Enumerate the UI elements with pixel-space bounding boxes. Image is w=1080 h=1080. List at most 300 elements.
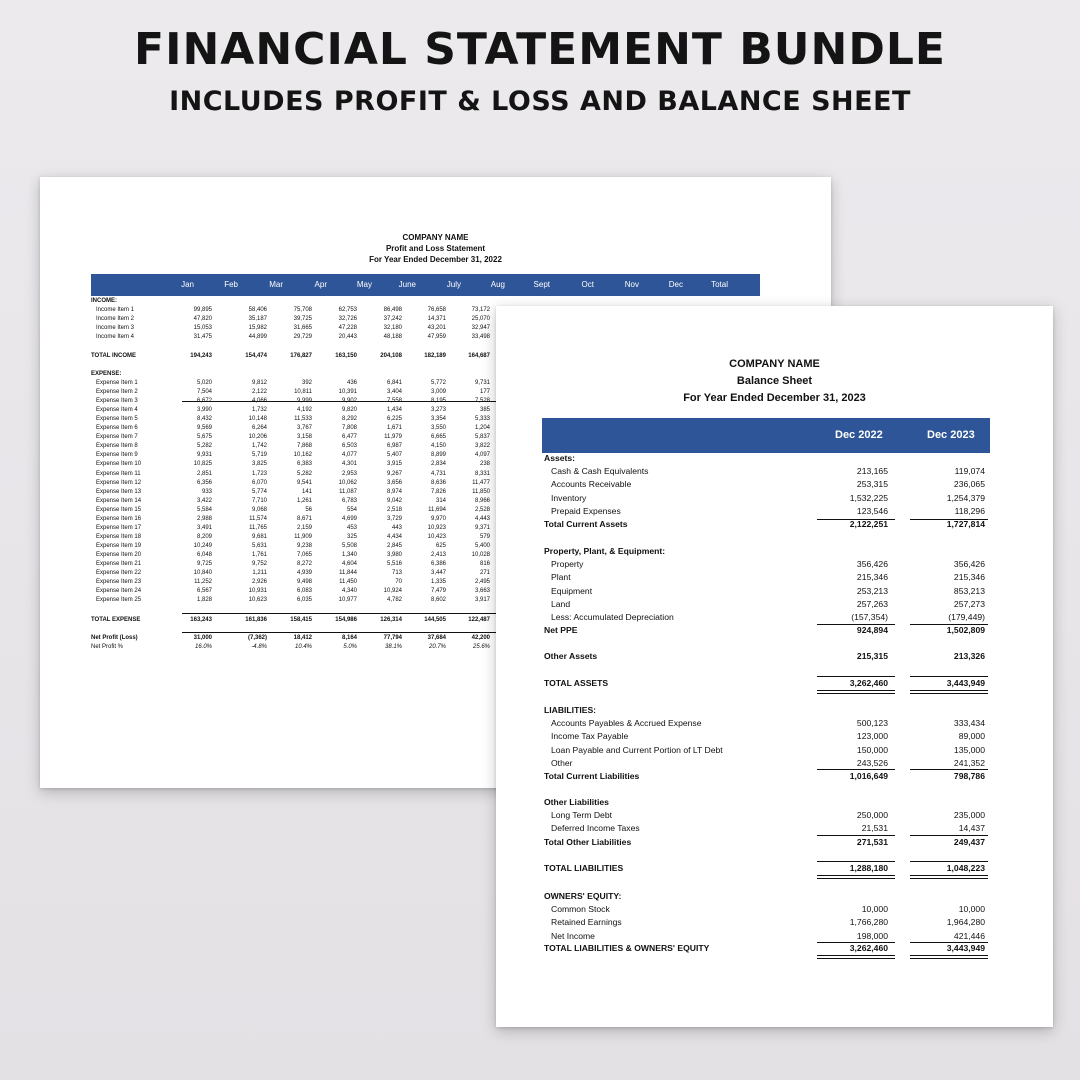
pl-cell-value: 44,899 — [248, 334, 267, 340]
pl-cell-value: 443 — [391, 524, 402, 531]
pl-cell-value: 4,077 — [341, 452, 357, 459]
pl-cell-value: 29,729 — [293, 334, 312, 340]
bs-value-dec-2023: 333,434 — [953, 718, 985, 728]
double-underline — [910, 955, 988, 959]
pl-cell-value: 6,383 — [296, 461, 312, 468]
pl-row-label: Expense Item 16 — [96, 515, 142, 522]
pl-cell-value: 25,070 — [471, 316, 490, 322]
pl-cell-value: 271 — [479, 570, 490, 577]
bs-period: For Year Ended December 31, 2023 — [683, 392, 866, 404]
pl-cell-value: 3,915 — [386, 461, 402, 468]
bs-equity-row — [542, 903, 990, 916]
bs-row-label: Deferred Income Taxes — [551, 823, 640, 834]
pl-row-label: Income Item 2 — [96, 316, 135, 322]
pl-cell-value: 625 — [435, 542, 446, 549]
bs-ppe-row — [542, 558, 990, 571]
pl-cell-value: 4,699 — [341, 515, 357, 522]
pl-row-label: Expense Item 17 — [96, 524, 142, 531]
pl-cell-value: 6,264 — [251, 425, 267, 432]
pl-cell-value: 10,811 — [294, 389, 312, 396]
double-underline — [817, 690, 895, 694]
pl-cell-value: 3,980 — [386, 551, 402, 558]
pl-cell-value: 7,479 — [430, 588, 446, 595]
bs-value-dec-2023: 236,065 — [953, 479, 985, 490]
pl-cell-value: 99,895 — [193, 307, 212, 313]
bs-value-dec-2022: 198,000 — [856, 930, 888, 941]
pl-cell-value: 38.1% — [384, 644, 402, 650]
pl-cell-value: 47,820 — [193, 316, 212, 322]
pl-cell-value: 6,987 — [386, 443, 402, 450]
pl-cell-value: 7,710 — [251, 497, 267, 504]
pl-cell-value: 126,314 — [380, 617, 402, 623]
pl-cell-value: 3,990 — [196, 407, 212, 414]
bs-liabilities-label — [542, 704, 990, 717]
pl-cell-value: 9,267 — [386, 470, 402, 477]
pl-cell-value: 33,498 — [471, 334, 490, 340]
bs-total-current-liabilities-row — [542, 770, 990, 783]
pl-cell-value: 453 — [346, 524, 357, 531]
pl-month-header: Mar — [269, 280, 283, 289]
pl-cell-value: 2,851 — [196, 470, 212, 477]
pl-cell-value: 6,567 — [196, 588, 212, 595]
pl-cell-value: 2,159 — [296, 524, 312, 531]
pl-cell-value: 163,150 — [335, 353, 357, 359]
pl-cell-value: 7,826 — [430, 488, 446, 495]
pl-row-label: Income Item 1 — [96, 307, 135, 313]
pl-cell-value: 2,926 — [251, 579, 267, 586]
pl-cell-value: 37,684 — [427, 635, 446, 641]
bs-current-asset-row — [542, 478, 990, 491]
bs-value-dec-2022: 215,346 — [856, 572, 888, 583]
pl-total-line — [182, 632, 498, 633]
pl-cell-value: 11,087 — [339, 488, 357, 495]
bs-value-dec-2023: 257,273 — [953, 598, 985, 609]
pl-row-label: Expense Item 9 — [96, 452, 138, 459]
bs-value-dec-2023: 241,352 — [953, 757, 985, 768]
pl-cell-value: 6,841 — [386, 380, 402, 386]
pl-cell-value: 8,671 — [296, 515, 312, 522]
bs-row-label: Less: Accumulated Depreciation — [551, 612, 674, 623]
pl-statement-title: Profit and Loss Statement — [385, 244, 486, 253]
pl-cell-value: 204,108 — [380, 353, 402, 359]
pl-cell-value: 2,413 — [430, 551, 446, 558]
bs-current-liability-row — [542, 717, 990, 730]
pl-cell-value: 3,447 — [430, 570, 446, 577]
pl-cell-value: 39,725 — [293, 316, 312, 322]
pl-cell-value: 9,731 — [474, 380, 490, 386]
pl-row-label: Expense Item 14 — [96, 497, 142, 504]
pl-cell-value: 1,671 — [386, 425, 402, 432]
bs-value-dec-2023: 10,000 — [958, 904, 985, 914]
bs-value-dec-2022: 21,531 — [861, 823, 888, 834]
pl-cell-value: 194,243 — [190, 353, 212, 359]
bs-value-dec-2023: 235,000 — [953, 810, 985, 820]
bs-row-label: Other Liabilities — [544, 797, 609, 807]
pl-section-label: EXPENSE: — [91, 371, 122, 377]
bs-equity-row — [542, 930, 990, 943]
pl-cell-value: 1,261 — [296, 497, 312, 504]
pl-row-label: Expense Item 15 — [96, 506, 142, 513]
pl-cell-value: 4,434 — [386, 533, 402, 540]
pl-cell-value: 182,189 — [424, 353, 446, 359]
bs-row-label: Property — [551, 559, 584, 569]
pl-cell-value: 9,970 — [430, 515, 446, 522]
pl-cell-value: 10,924 — [383, 588, 402, 595]
pl-cell-value: 6,672 — [196, 398, 212, 405]
bs-assets-label — [542, 452, 990, 465]
bs-value-dec-2022: 1,288,180 — [849, 863, 888, 873]
bs-value-dec-2022: 1,532,225 — [849, 492, 888, 503]
pl-cell-value: 75,708 — [293, 307, 312, 313]
pl-cell-value: 5,400 — [474, 542, 490, 549]
pl-cell-value: 1,434 — [386, 407, 402, 414]
pl-cell-value: 15,053 — [193, 325, 212, 331]
pl-cell-value: 11,252 — [194, 579, 212, 586]
pl-cell-value: 325 — [346, 533, 357, 540]
pl-cell-value: 8,636 — [430, 479, 446, 486]
pl-cell-value: 37,242 — [383, 316, 402, 322]
pl-cell-value: 8,432 — [196, 416, 212, 423]
bs-row-label: TOTAL LIABILITIES — [544, 863, 624, 873]
bs-value-dec-2023: 3,443,949 — [946, 943, 985, 953]
bs-value-dec-2022: 924,894 — [856, 625, 888, 635]
pl-cell-value: 3,729 — [386, 515, 402, 522]
pl-cell-value: 9,371 — [474, 524, 490, 531]
bundle-subtitle: INCLUDES PROFIT & LOSS AND BALANCE SHEET — [169, 86, 911, 117]
pl-cell-value: 6,477 — [341, 434, 357, 441]
bs-value-dec-2022: 150,000 — [856, 744, 888, 755]
pl-cell-value: 154,474 — [245, 353, 267, 359]
pl-row-label: Net Profit (Loss) — [91, 635, 138, 641]
bs-row-label: Common Stock — [551, 904, 610, 914]
bs-row-label: Net PPE — [544, 625, 578, 635]
bs-current-liability-row — [542, 730, 990, 743]
pl-cell-value: 18,412 — [293, 635, 312, 641]
pl-cell-value: 8,899 — [430, 452, 446, 459]
pl-cell-value: 9,725 — [196, 561, 212, 567]
pl-cell-value: 2,122 — [251, 389, 267, 396]
pl-month-header: June — [398, 280, 416, 289]
pl-cell-value: 86,498 — [383, 307, 402, 313]
pl-cell-value: 3,656 — [386, 479, 402, 486]
pl-cell-value: 6,503 — [341, 443, 357, 450]
pl-cell-value: 20,443 — [338, 334, 357, 340]
bs-value-dec-2023: 1,048,223 — [946, 863, 985, 873]
pl-month-header: Feb — [224, 280, 238, 289]
bs-statement-title: Balance Sheet — [736, 375, 813, 387]
bs-row-label: TOTAL ASSETS — [544, 678, 609, 688]
pl-cell-value: 163,243 — [190, 617, 212, 623]
pl-row-label: Expense Item 7 — [96, 434, 138, 441]
pl-cell-value: 2,988 — [196, 515, 212, 522]
bs-row-label: Total Current Assets — [544, 519, 628, 529]
bs-row-label: Total Current Liabilities — [544, 771, 640, 781]
bs-row-label: Property, Plant, & Equipment: — [544, 546, 666, 556]
bs-value-dec-2022: (157,354) — [851, 612, 888, 623]
bs-row-label: Equipment — [551, 585, 593, 596]
pl-cell-value: 10,028 — [471, 551, 490, 558]
bs-row-label: Plant — [551, 572, 571, 583]
bs-value-dec-2023: 1,254,379 — [946, 492, 985, 503]
pl-cell-value: 42,200 — [471, 635, 490, 641]
bs-value-dec-2022: 500,123 — [856, 718, 888, 728]
pl-cell-value: 6,083 — [296, 588, 312, 595]
pl-cell-value: 8,966 — [474, 497, 490, 504]
pl-cell-value: 9,812 — [251, 380, 267, 386]
pl-month-header: Aug — [490, 280, 505, 289]
pl-cell-value: 1,340 — [341, 551, 357, 558]
pl-cell-value: 10,249 — [193, 542, 212, 549]
bs-value-dec-2022: 250,000 — [856, 810, 888, 820]
pl-cell-value: (7,362) — [247, 635, 267, 641]
pl-row-label: Expense Item 25 — [96, 597, 142, 604]
pl-cell-value: 77,794 — [383, 635, 402, 641]
pl-row-label: Expense Item 3 — [96, 398, 138, 405]
pl-month-header: Oct — [581, 280, 594, 289]
pl-row-label: Expense Item 13 — [96, 488, 142, 495]
pl-cell-value: 161,836 — [245, 617, 267, 623]
bs-net-ppe-row — [542, 624, 990, 637]
bs-value-dec-2023: 118,296 — [954, 505, 985, 516]
pl-cell-value: 5,774 — [251, 488, 267, 495]
bs-value-dec-2023: 1,727,814 — [946, 519, 985, 529]
pl-cell-value: 6,783 — [341, 497, 357, 504]
bs-ppe-row — [542, 571, 990, 584]
pl-cell-value: 20.7% — [428, 644, 446, 650]
pl-cell-value: 9,068 — [251, 506, 267, 513]
pl-cell-value: 10,923 — [427, 524, 446, 531]
bs-value-dec-2023: 1,502,809 — [946, 625, 985, 635]
pl-month-header: Dec — [668, 280, 683, 289]
bs-value-dec-2022: 3,262,460 — [849, 678, 888, 688]
pl-cell-value: 10,391 — [338, 389, 357, 396]
bs-value-dec-2023: 14,437 — [958, 823, 985, 834]
double-underline — [817, 875, 895, 879]
bs-value-dec-2022: 215,315 — [856, 651, 888, 661]
pl-cell-value: 554 — [346, 506, 357, 513]
pl-cell-value: 8,974 — [386, 488, 402, 495]
pl-cell-value: 3,550 — [430, 425, 446, 432]
pl-cell-value: 4,066 — [251, 398, 267, 405]
pl-cell-value: 5,772 — [430, 380, 446, 386]
bs-row-label: LIABILITIES: — [544, 705, 597, 715]
pl-row-label: Expense Item 8 — [96, 443, 138, 450]
bs-value-dec-2022: 213,165 — [856, 466, 888, 476]
bs-value-dec-2022: 123,000 — [856, 731, 888, 742]
bs-row-label: Net Income — [551, 930, 595, 941]
bs-current-liability-row — [542, 757, 990, 770]
pl-cell-value: 7,808 — [341, 425, 357, 432]
bs-row-label: Accounts Receivable — [551, 479, 632, 490]
bs-row-label: Inventory — [551, 492, 587, 503]
pl-cell-value: 10,148 — [248, 416, 267, 423]
bs-col-dec-2023: Dec 2023 — [927, 429, 975, 441]
pl-cell-value: 11,850 — [472, 488, 490, 495]
pl-cell-value: 4,150 — [430, 443, 446, 450]
bs-ppe-label — [542, 545, 990, 558]
pl-month-header: May — [356, 280, 372, 289]
pl-period: For Year Ended December 31, 2022 — [369, 255, 502, 264]
pl-row-label: Expense Item 12 — [96, 479, 142, 486]
bs-row-label: TOTAL LIABILITIES & OWNERS' EQUITY — [544, 943, 710, 953]
bs-row-label: Total Other Liabilities — [544, 837, 632, 847]
pl-cell-value: 2,953 — [341, 470, 357, 477]
bs-value-dec-2023: 1,964,280 — [946, 917, 985, 928]
pl-cell-value: 7,868 — [296, 443, 312, 450]
bs-value-dec-2023: 3,443,949 — [946, 678, 985, 688]
pl-cell-value: 436 — [346, 380, 357, 386]
pl-row-label: Expense Item 11 — [96, 470, 141, 477]
pl-cell-value: 6,665 — [430, 434, 446, 441]
pl-cell-value: 10,423 — [427, 533, 446, 540]
pl-cell-value: 11,574 — [249, 515, 267, 522]
pl-cell-value: 9,752 — [251, 561, 267, 567]
pl-cell-value: 73,172 — [471, 307, 490, 313]
double-underline — [910, 690, 988, 694]
pl-month-header: Nov — [624, 280, 639, 289]
pl-row-label: Expense Item 5 — [96, 416, 138, 423]
pl-cell-value: 1,742 — [251, 443, 267, 450]
pl-cell-value: 9,931 — [196, 452, 212, 459]
pl-cell-value: 70 — [395, 579, 402, 586]
pl-cell-value: 10,931 — [248, 588, 267, 595]
pl-cell-value: 47,959 — [427, 334, 446, 340]
pl-cell-value: 4,192 — [296, 407, 312, 414]
pl-cell-value: 154,986 — [335, 617, 357, 623]
pl-cell-value: 10,162 — [293, 452, 312, 459]
bs-value-dec-2022: 1,766,280 — [849, 917, 888, 928]
pl-cell-value: 3,663 — [474, 588, 490, 595]
pl-cell-value: 76,658 — [427, 307, 446, 313]
pl-cell-value: 6,225 — [386, 416, 402, 423]
pl-cell-value: 7,528 — [474, 398, 490, 405]
pl-cell-value: 1,828 — [196, 597, 212, 604]
pl-cell-value: 31,665 — [293, 325, 312, 331]
pl-cell-value: 141 — [301, 488, 312, 495]
pl-cell-value: 3,822 — [474, 443, 490, 450]
bs-current-asset-row — [542, 465, 990, 478]
pl-cell-value: 10,825 — [193, 461, 212, 468]
double-underline — [910, 875, 988, 879]
pl-cell-value: 6,386 — [430, 561, 446, 567]
pl-cell-value: 1,204 — [474, 425, 490, 432]
pl-cell-value: 11,909 — [294, 533, 312, 540]
pl-cell-value: 1,732 — [251, 407, 267, 414]
pl-row-label: Expense Item 2 — [96, 389, 138, 396]
bs-value-dec-2022: 257,263 — [856, 598, 888, 609]
bs-row-label: OWNERS' EQUITY: — [544, 891, 622, 901]
bs-other-liability-row — [542, 809, 990, 822]
pl-total-line — [182, 613, 498, 614]
pl-cell-value: 4,340 — [341, 588, 357, 595]
pl-cell-value: 5,584 — [196, 506, 212, 513]
bs-row-label: Accounts Payables & Accrued Expense — [551, 718, 702, 728]
pl-cell-value: 3,767 — [296, 425, 312, 432]
pl-cell-value: 6,048 — [196, 551, 212, 558]
pl-cell-value: 62,753 — [338, 307, 357, 313]
bs-row-label: Income Tax Payable — [551, 731, 629, 742]
pl-cell-value: 3,273 — [430, 407, 446, 414]
bs-value-dec-2023: 89,000 — [958, 731, 985, 742]
pl-row-label: Expense Item 24 — [96, 588, 142, 595]
pl-cell-value: 3,404 — [386, 389, 402, 396]
bs-total-assets-row — [542, 677, 990, 690]
bs-col-dec-2022: Dec 2022 — [835, 429, 883, 441]
pl-cell-value: 144,505 — [424, 617, 446, 623]
bs-value-dec-2022: 1,016,649 — [849, 771, 888, 781]
pl-cell-value: 25.6% — [472, 644, 490, 650]
bs-current-asset-row — [542, 492, 990, 505]
pl-row-label: TOTAL EXPENSE — [91, 617, 141, 623]
pl-cell-value: 1,335 — [430, 579, 446, 586]
pl-cell-value: 32,180 — [383, 325, 402, 331]
pl-cell-value: 32,726 — [338, 316, 357, 322]
bs-current-asset-row — [542, 505, 990, 518]
pl-cell-value: 5,407 — [386, 452, 402, 459]
pl-cell-value: 4,097 — [474, 452, 490, 459]
bs-company-name: COMPANY NAME — [729, 358, 820, 370]
pl-cell-value: 14,371 — [427, 316, 446, 322]
bs-header-bar — [542, 418, 990, 453]
pl-cell-value: 933 — [201, 488, 212, 495]
pl-cell-value: 4,939 — [296, 570, 312, 577]
bs-other-liabilities-label — [542, 796, 990, 809]
pl-cell-value: 5,282 — [296, 470, 312, 477]
pl-cell-value: 4,604 — [341, 561, 357, 567]
pl-row-label: TOTAL INCOME — [91, 353, 136, 359]
pl-cell-value: 8,209 — [196, 533, 212, 540]
bs-total-other-liabilities-row — [542, 836, 990, 849]
pl-cell-value: 7,504 — [196, 389, 212, 396]
pl-cell-value: 43,201 — [427, 325, 446, 331]
pl-cell-value: 11,979 — [384, 434, 402, 441]
pl-cell-value: 9,681 — [251, 533, 267, 540]
pl-cell-value: 5,282 — [196, 443, 212, 450]
bs-other-liability-row — [542, 822, 990, 835]
bs-value-dec-2023: 421,446 — [953, 930, 985, 941]
pl-row-label: Expense Item 10 — [96, 461, 142, 468]
bs-value-dec-2023: 135,000 — [953, 744, 985, 755]
pl-cell-value: 8,331 — [474, 470, 490, 477]
pl-row-label: Income Item 4 — [96, 334, 135, 340]
pl-cell-value: 579 — [479, 533, 490, 540]
pl-cell-value: 48,188 — [383, 334, 402, 340]
pl-income-label — [91, 297, 760, 306]
pl-cell-value: 7,065 — [296, 551, 312, 558]
pl-cell-value: 2,528 — [474, 506, 490, 513]
pl-cell-value: 5,020 — [196, 380, 212, 386]
pl-cell-value: 4,782 — [386, 597, 402, 604]
pl-cell-value: 3,422 — [196, 497, 212, 504]
bs-row-label: Prepaid Expenses — [551, 505, 621, 516]
pl-cell-value: 2,495 — [474, 579, 490, 586]
pl-cell-value: 32,947 — [471, 325, 490, 331]
double-underline — [817, 955, 895, 959]
bundle-title: FINANCIAL STATEMENT BUNDLE — [134, 24, 946, 75]
pl-cell-value: 314 — [435, 497, 446, 504]
pl-cell-value: 11,694 — [428, 506, 446, 513]
pl-cell-value: 8,195 — [430, 398, 446, 405]
pl-cell-value: 8,164 — [341, 635, 357, 641]
pl-month-header: Jan — [181, 280, 194, 289]
pl-row-label: Expense Item 18 — [96, 533, 142, 540]
pl-row-label: Expense Item 6 — [96, 425, 138, 432]
pl-cell-value: 11,477 — [472, 479, 490, 486]
bs-ppe-row — [542, 598, 990, 611]
bs-current-liability-row — [542, 744, 990, 757]
bs-row-label: Loan Payable and Current Portion of LT Debt — [551, 744, 723, 755]
pl-cell-value: 58,406 — [248, 307, 267, 313]
